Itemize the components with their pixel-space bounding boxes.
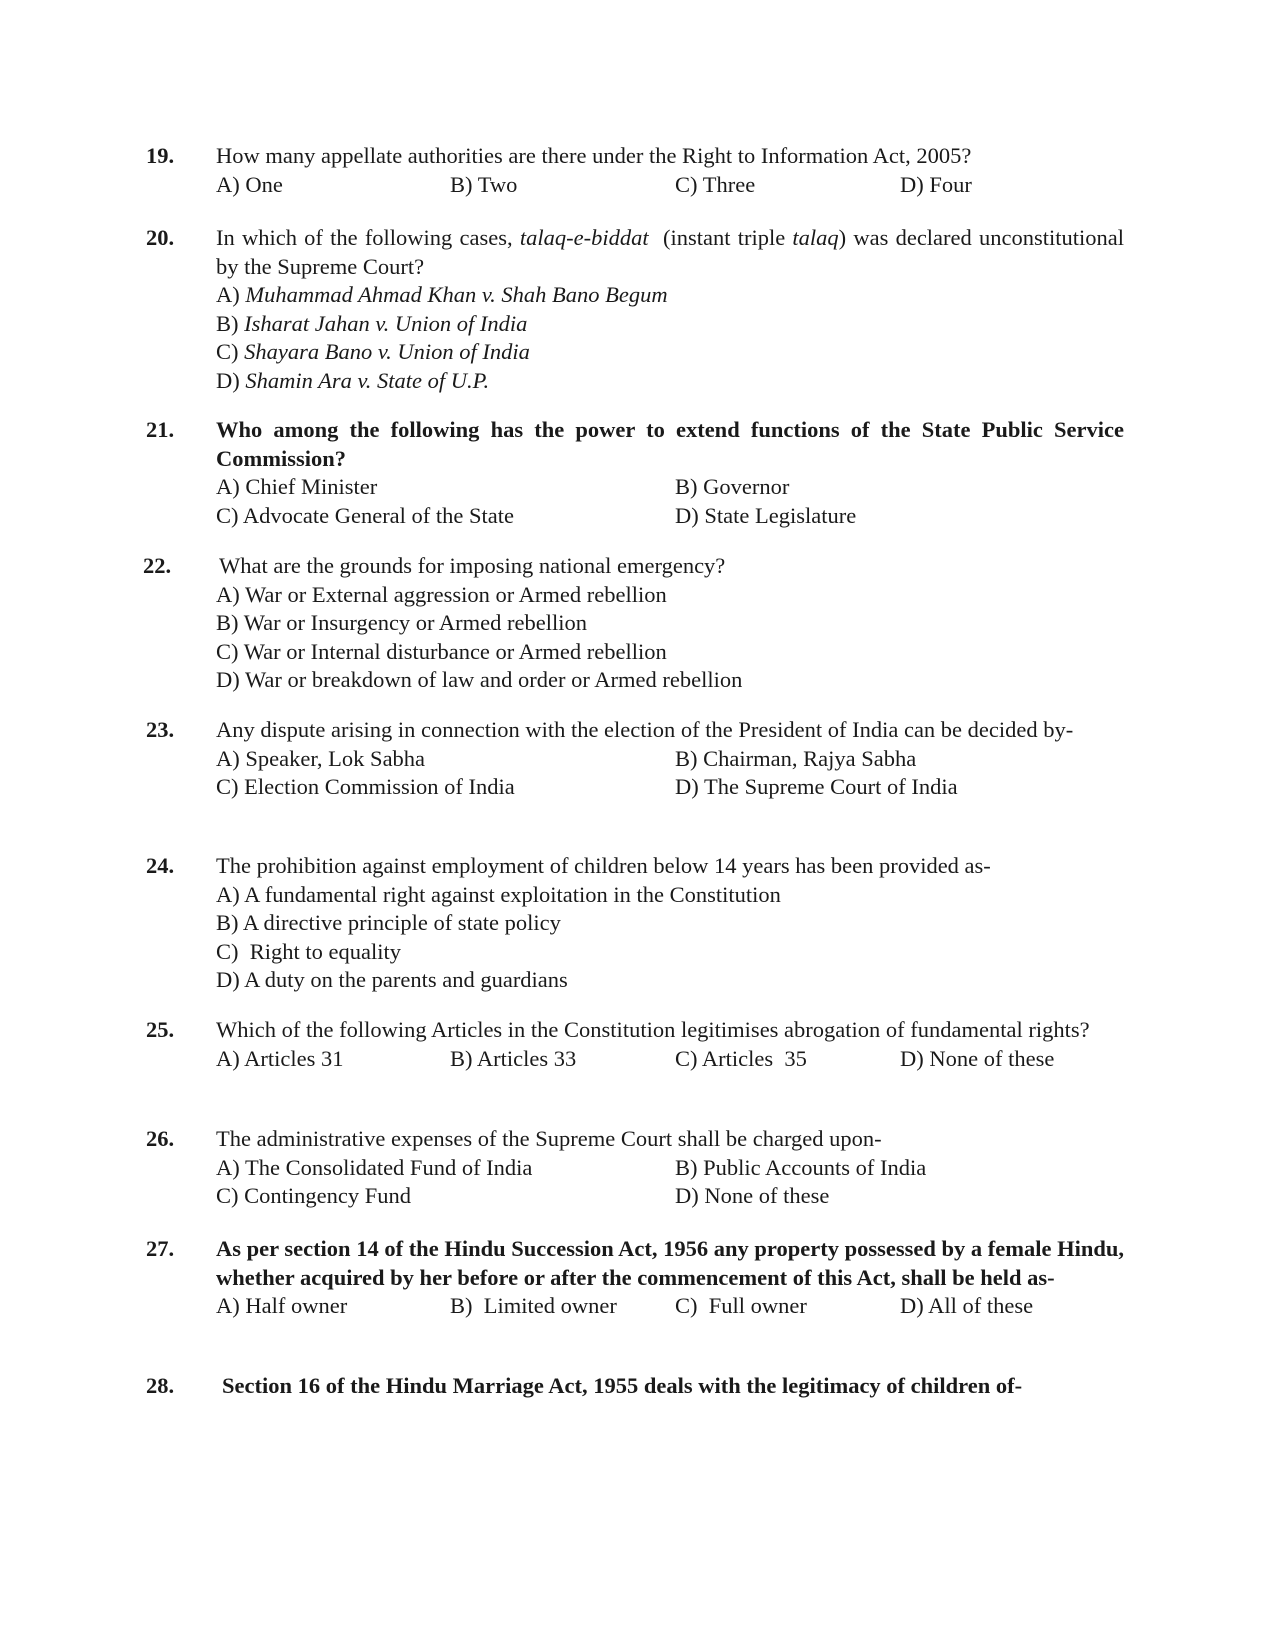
question-stem: How many appellate authorities are there under the Right to Information Act, 2005? [216, 143, 972, 168]
option-b: B) Isharat Jahan v. Union of India [216, 310, 528, 336]
question-number: 26. [146, 1126, 175, 1151]
option-c: C) Articles 35 [675, 1045, 807, 1071]
option-c: C) Advocate General of the State [216, 502, 515, 528]
option-d: D) All of these [900, 1293, 1034, 1318]
option-c: C) Shayara Bano v. Union of India [216, 339, 530, 364]
option-a: A) The Consolidated Fund of India [216, 1154, 533, 1180]
option-a: A) Articles 31 [216, 1045, 344, 1071]
question-number: 28. [146, 1373, 175, 1398]
question-number: 27. [146, 1236, 175, 1261]
question-stem: As per section 14 of the Hindu Succession Act, 1956 any property possessed by a female Hindu, whether acquired by her before or after the commencement of this Act, shall be held as- [216, 1236, 1124, 1290]
option-d: D) None of these [900, 1045, 1055, 1071]
question-number: 21. [146, 417, 175, 442]
option-a: A) Half owner [216, 1293, 348, 1318]
question-stem: What are the grounds for imposing national emergency? [219, 553, 726, 578]
option-b: B) Public Accounts of India [675, 1154, 927, 1180]
question-stem: Section 16 of the Hindu Marriage Act, 1955 deals with the legitimacy of children of- [222, 1373, 1023, 1398]
option-a: A) War or External aggression or Armed rebellion [216, 581, 667, 607]
option-c: C) Election Commission of India [216, 774, 515, 799]
question-number: 19. [146, 143, 175, 168]
option-d: D) War or breakdown of law and order or Armed rebellion [216, 667, 743, 692]
option-c: C) Right to equality [216, 938, 401, 964]
option-a: A) One [216, 171, 283, 197]
option-a: A) Chief Minister [216, 474, 378, 499]
option-a: A) Speaker, Lok Sabha [216, 745, 426, 771]
option-d: D) The Supreme Court of India [675, 774, 958, 799]
option-b: B) War or Insurgency or Armed rebellion [216, 610, 588, 635]
option-b: B) A directive principle of state policy [216, 910, 561, 935]
option-b: B) Articles 33 [450, 1045, 577, 1071]
option-d: D) State Legislature [675, 502, 857, 528]
question-stem: Any dispute arising in connection with the election of the President of India can be decided by- [216, 717, 1074, 742]
question-stem: In which of the following cases, talaq-e-biddat (instant triple talaq) was declared unconstitutional by the Supreme Court? [216, 225, 1124, 279]
option-b: B) Limited owner [450, 1293, 617, 1318]
question-stem: The administrative expenses of the Supreme Court shall be charged upon- [216, 1126, 882, 1151]
question-stem: Which of the following Articles in the Constitution legitimises abrogation of fundamental rights? [216, 1017, 1090, 1042]
option-b: B) Two [450, 171, 518, 197]
question-number: 22. [143, 553, 172, 578]
option-a: A) Muhammad Ahmad Khan v. Shah Bano Begum [216, 282, 668, 307]
option-d: D) Shamin Ara v. State of U.P. [216, 367, 490, 393]
option-a: A) A fundamental right against exploitation in the Constitution [216, 881, 781, 907]
question-stem: The prohibition against employment of children below 14 years has been provided as- [216, 853, 991, 878]
question-stem: Who among the following has the power to extend functions of the State Public Service Commission? [216, 417, 1124, 471]
option-b: B) Chairman, Rajya Sabha [675, 745, 917, 771]
question-number: 23. [146, 717, 175, 742]
option-c: C) Full owner [675, 1293, 807, 1318]
option-c: C) War or Internal disturbance or Armed rebellion [216, 638, 667, 664]
option-c: C) Contingency Fund [216, 1183, 411, 1208]
question-number: 20. [146, 225, 175, 250]
option-c: C) Three [675, 171, 756, 197]
option-b: B) Governor [675, 474, 790, 499]
question-number: 25. [146, 1017, 175, 1042]
question-number: 24. [146, 853, 175, 878]
option-d: D) Four [900, 171, 972, 197]
option-d: D) None of these [675, 1183, 830, 1208]
option-d: D) A duty on the parents and guardians [216, 967, 568, 992]
